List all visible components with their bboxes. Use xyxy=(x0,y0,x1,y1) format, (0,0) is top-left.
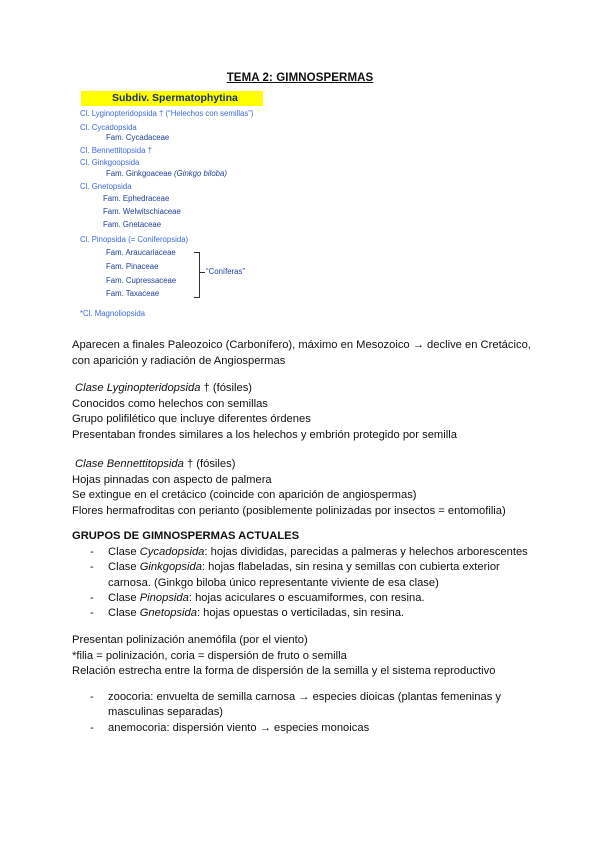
bullet-dash: - xyxy=(90,721,94,734)
subdivision-label: Subdiv. Spermatophytina xyxy=(81,91,263,106)
list-item xyxy=(72,560,542,591)
dispersion-list xyxy=(72,690,542,736)
taxonomy-scheme xyxy=(0,0,600,330)
bullet-dash: - xyxy=(90,591,94,604)
paragraph-line: Se extingue en el cretácico (coincide con aparición de angiospermas) xyxy=(72,489,417,502)
intro-line-1: Aparecen a finales Paleozoico (Carbonífero), máximo en Mesozoico → declive en Cretácico, xyxy=(72,339,531,351)
bullet-dash: - xyxy=(90,607,94,620)
paragraph-line: Flores hermafroditas con perianto (posiblemente polinizadas por insectos = entomofilia) xyxy=(72,504,506,517)
taxon-family-pinaceae: Fam. Pinaceae xyxy=(106,262,159,271)
intro-paragraph xyxy=(72,338,531,369)
bullet-dash: - xyxy=(90,691,94,703)
item-prefix: Clase xyxy=(108,591,140,604)
section-heading xyxy=(72,457,506,473)
taxon-family-ginkgoaceae xyxy=(106,169,227,179)
item-text: : hojas flabeladas, sin resina y semillas con cubierta exterior xyxy=(201,561,500,574)
heading-italic: Clase Lyginopteridopsida xyxy=(75,382,201,394)
grupos-heading: GRUPOS DE GIMNOSPERMAS ACTUALES xyxy=(72,530,300,542)
section-heading xyxy=(72,381,457,397)
paragraph-line: Presentaban frondes similares a los helechos y embrión protegido por semilla xyxy=(72,428,457,441)
polinizacion-paragraph xyxy=(72,633,495,680)
item-prefix: Clase xyxy=(108,561,140,574)
item-name: Gnetopsida xyxy=(139,607,197,620)
taxon-family-cycadaceae: Fam. Cycadaceae xyxy=(106,133,170,142)
bullet-dash: - xyxy=(90,561,94,574)
taxon-class-gnetopsida: Cl. Gnetopsida xyxy=(80,182,132,191)
heading-rest: † (fósiles) xyxy=(183,458,236,470)
taxon-family-ginkgoaceae-name: Fam. Ginkgoaceae xyxy=(106,169,172,178)
list-item xyxy=(72,606,542,621)
item-text-continued: masculinas separadas) xyxy=(108,706,224,719)
heading-rest: † (fósiles) xyxy=(200,382,253,394)
taxon-family-gnetaceae: Fam. Gnetaceae xyxy=(103,220,162,229)
item-text: zoocoria: envuelta de semilla carnosa → especies dioicas (plantas femeninas y xyxy=(108,691,502,703)
paragraph-line: Relación estrecha entre la forma de dispersión de la semilla y el sistema reproductivo xyxy=(72,665,496,678)
paragraph-line: Grupo polifilético que incluye diferentes órdenes xyxy=(72,413,311,426)
taxon-class-magnoliopsida: *Cl. Magnoliopsida xyxy=(80,309,146,318)
taxon-class-lyginopteridopsida: Cl. Lyginopteridopsida † (“Helechos con semillas”) xyxy=(80,109,254,118)
taxon-class-bennettitopsida: Cl. Bennettitopsida † xyxy=(80,146,152,155)
taxon-family-cupressaceae: Fam. Cupressaceae xyxy=(106,276,177,285)
item-prefix: Clase xyxy=(108,546,140,558)
item-name: Cycadopsida xyxy=(139,546,205,558)
coniferas-label: “Coníferas” xyxy=(206,267,245,276)
paragraph-line: *filia = polinización, coria = dispersión de fruto o semilla xyxy=(72,649,347,662)
bullet-dash: - xyxy=(90,546,94,558)
coniferas-brace-tick xyxy=(199,272,205,273)
grupos-list xyxy=(72,545,542,621)
taxon-class-pinopsida: Cl. Pinopsida (= Coniferopsida) xyxy=(80,235,189,244)
item-name: Pinopsida xyxy=(139,591,189,604)
taxon-family-welwitschiaceae: Fam. Welwitschiaceae xyxy=(103,207,181,216)
coniferas-brace xyxy=(194,252,200,298)
heading-italic: Clase Bennettitopsida xyxy=(75,458,184,470)
item-text: : hojas aciculares o escuamiformes, con resina. xyxy=(188,591,425,604)
paragraph-line: Presentan polinización anemófila (por el viento) xyxy=(72,634,308,646)
list-item xyxy=(72,721,542,736)
paragraph-line: Hojas pinnadas con aspecto de palmera xyxy=(72,473,272,486)
item-text: : hojas opuestas o verticiladas, sin resina. xyxy=(196,607,405,620)
item-text: : hojas divididas, parecidas a palmeras y helechos arborescentes xyxy=(204,546,528,558)
list-item xyxy=(72,545,542,560)
list-item xyxy=(72,690,542,721)
item-text: anemocoria: dispersión viento → especies monoicas xyxy=(108,721,370,734)
section-lyginopteridopsida xyxy=(72,381,457,443)
section-bennettitopsida xyxy=(72,457,506,519)
item-name: Ginkgopsida xyxy=(139,561,202,574)
list-item xyxy=(72,591,542,606)
taxon-class-cycadopsida: Cl. Cycadopsida xyxy=(80,123,137,132)
paragraph-line: Conocidos como helechos con semillas xyxy=(72,397,268,410)
document-title: TEMA 2: GIMNOSPERMAS xyxy=(226,72,374,84)
taxon-family-ephedraceae: Fam. Ephedraceae xyxy=(103,194,170,203)
taxon-family-ginkgoaceae-species: (Ginkgo biloba) xyxy=(174,169,227,178)
item-text-continued: carnosa. (Ginkgo biloba único representante viviente de esa clase) xyxy=(108,576,439,589)
item-prefix: Clase xyxy=(108,607,140,620)
taxon-family-taxaceae: Fam. Taxaceae xyxy=(106,289,160,298)
taxon-family-araucariaceae: Fam. Araucariaceae xyxy=(106,248,176,257)
intro-line-2: con aparición y radiación de Angiospermas xyxy=(72,354,286,367)
taxon-class-ginkgoopsida: Cl. Ginkgoopsida xyxy=(80,158,140,167)
